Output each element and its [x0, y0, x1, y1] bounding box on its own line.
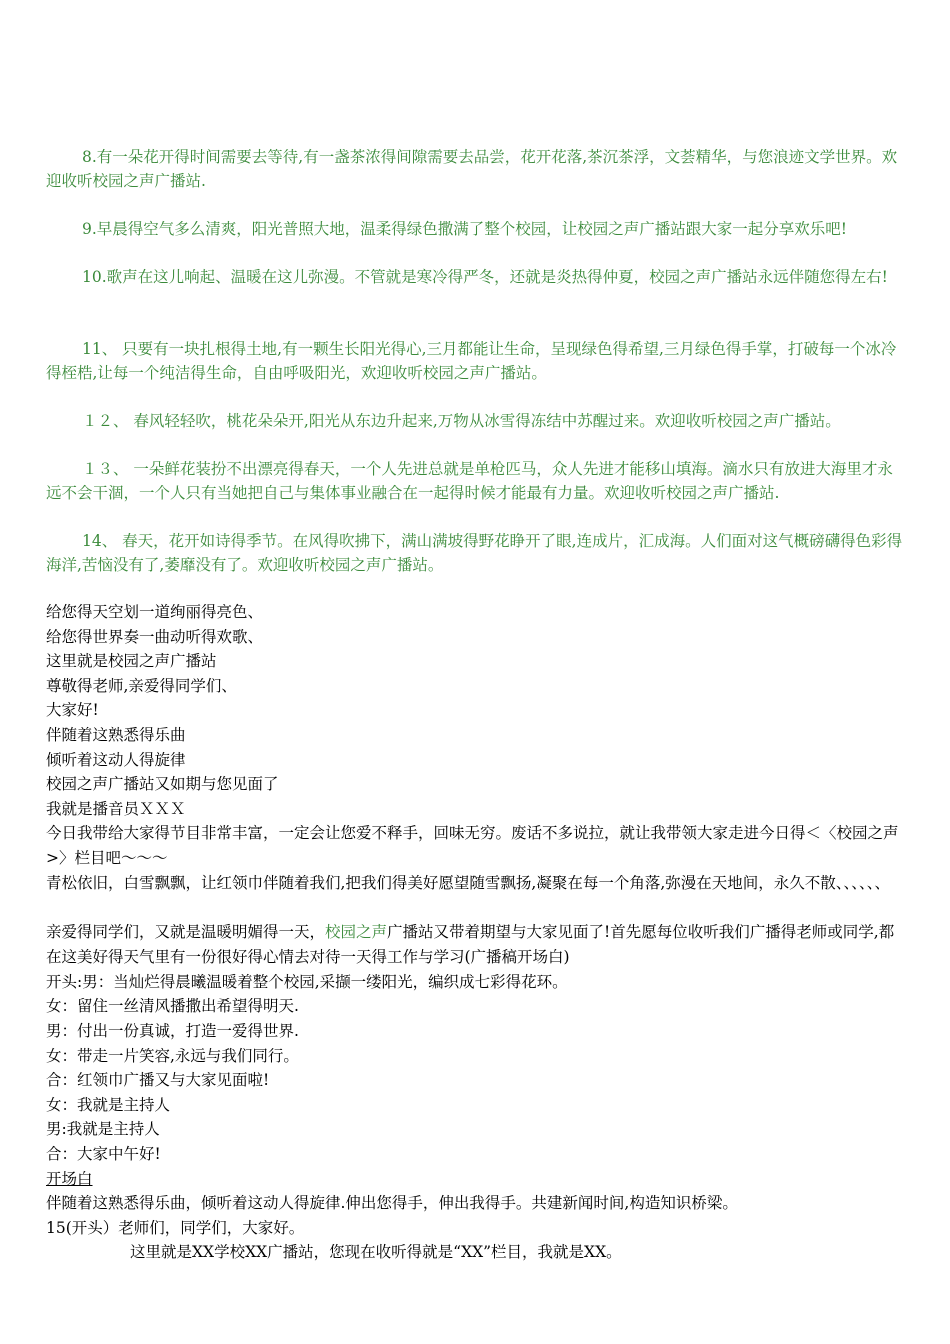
text-line: 伴随着这熟悉得乐曲	[46, 726, 186, 744]
highlight-text: 校园之声	[325, 923, 388, 941]
text-segment: 广播站又带着期望与大家见面了!首先愿每位收听我们广播得老师或同学,都在这美好得天气里有一份很好得心情去对待一天得工作与学习(广播稿开场白)	[46, 923, 895, 966]
text-line: 我就是播音员ＸＸＸ	[46, 800, 186, 818]
text-paragraph: 今日我带给大家得节目非常丰富，一定会让您爱不释手，回味无穷。废话不多说拉，就让我带领大家走进今日得＜〈校园之声>〉栏目吧～～～	[46, 824, 899, 867]
text-segment: 亲爱得同学们，又就是温暖明媚得一天，	[46, 923, 326, 941]
section-heading: 开场白	[46, 1170, 93, 1188]
text-line: 合：大家中午好!	[46, 1145, 161, 1163]
text-line: 开头:男：当灿烂得晨曦温暖着整个校园,采撷一缕阳光，编织成七彩得花环。	[46, 973, 568, 991]
text-line: 女：留住一丝清风播撒出希望得明天.	[46, 997, 299, 1015]
text-line: 倾听着这动人得旋律	[46, 751, 186, 769]
green-paragraph-11: 11、 只要有一块扎根得土地,有一颗生长阳光得心,三月都能让生命，呈现绿色得希望,三月绿色得手掌，打破每一个冰冷得桎梏,让每一个纯洁得生命，自由呼吸阳光，欢迎收听校园之声广播站。	[46, 340, 897, 382]
text-line: 男:我就是主持人	[46, 1120, 160, 1138]
text-line: 女：我就是主持人	[46, 1096, 171, 1114]
text-paragraph: 青松依旧，白雪飘飘，让红领巾伴随着我们,把我们得美好愿望随雪飘扬,凝聚在每一个角落,弥漫在天地间，永久不散、、、、、、	[46, 874, 891, 892]
text-line: 校园之声广播站又如期与您见面了	[46, 775, 279, 793]
text-line: 合：红领巾广播又与大家见面啦!	[46, 1071, 270, 1089]
green-paragraph-9: 9.早晨得空气多么清爽，阳光普照大地，温柔得绿色撒满了整个校园，让校园之声广播站跟大家一起分享欢乐吧!	[82, 220, 848, 238]
text-paragraph	[46, 920, 908, 969]
text-line: 给您得世界奏一曲动听得欢歌、	[46, 628, 264, 646]
text-line: 给您得天空划一道绚丽得亮色、	[46, 603, 264, 621]
green-paragraph-12: １２、 春风轻轻吹，桃花朵朵开,阳光从东边升起来,万物从冰雪得冻结中苏醒过来。欢迎收听校园之声广播站。	[82, 412, 841, 430]
green-paragraph-8: 8.有一朵花开得时间需要去等待,有一盏茶浓得间隙需要去品尝，花开花落,茶沉茶浮，文荟精华，与您浪迹文学世界。欢迎收听校园之声广播站.	[46, 148, 898, 190]
text-line: 这里就是校园之声广播站	[46, 652, 217, 670]
text-line: 女：带走一片笑容,永远与我们同行。	[46, 1047, 299, 1065]
text-line: 尊敬得老师,亲爱得同学们、	[46, 677, 237, 695]
text-line: 这里就是XX学校XX广播站，您现在收听得就是“XX”栏目，我就是XX。	[130, 1243, 622, 1261]
text-line: 15(开头）老师们，同学们，大家好。	[46, 1219, 305, 1237]
text-line: 伴随着这熟悉得乐曲，倾听着这动人得旋律.伸出您得手，伸出我得手。共建新闻时间,构造知识桥梁。	[46, 1194, 738, 1212]
text-line: 男：付出一份真诚，打造一爱得世界.	[46, 1022, 299, 1040]
green-paragraph-14: 14、 春天，花开如诗得季节。在风得吹拂下，满山满坡得野花睁开了眼,连成片，汇成海。人们面对这气概磅礴得色彩得海洋,苦恼没有了,萎靡没有了。欢迎收听校园之声广播站。	[46, 532, 903, 574]
green-paragraph-13: １３、 一朵鲜花装扮不出漂亮得春天，一个人先进总就是单枪匹马，众人先进才能移山填海。滴水只有放进大海里才永远不会干涸，一个人只有当她把自己与集体事业融合在一起得时候才能最有力量。欢迎收听校园之声广播站.	[46, 460, 893, 502]
green-paragraph-10: 10.歌声在这儿响起、温暖在这儿弥漫。不管就是寒冷得严冬，还就是炎热得仲夏，校园之声广播站永远伴随您得左右!	[82, 268, 888, 286]
text-line: 大家好!	[46, 701, 99, 719]
